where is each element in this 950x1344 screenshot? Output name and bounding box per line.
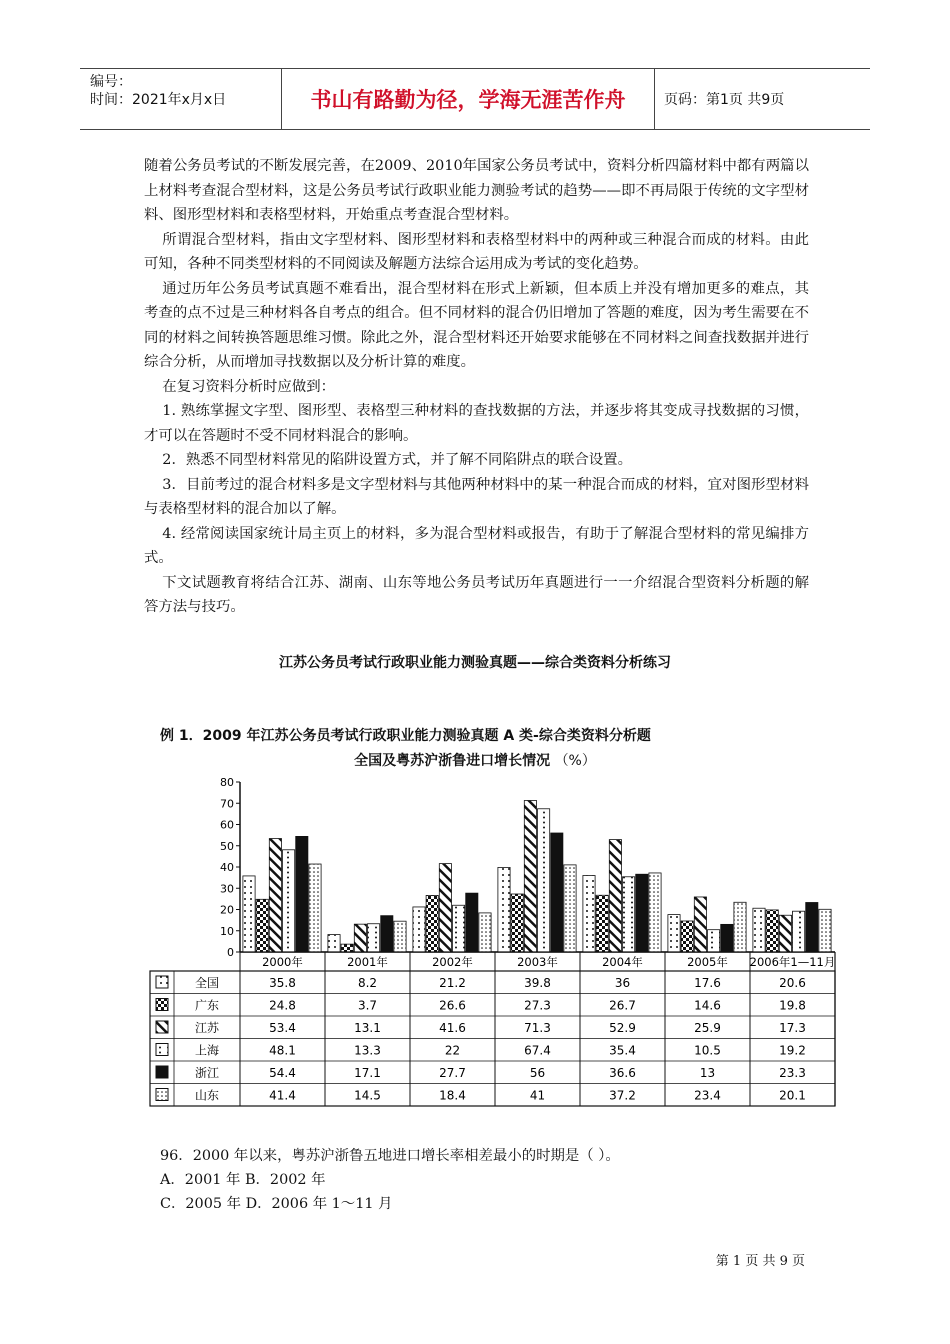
data-label: 24.8 bbox=[269, 998, 296, 1013]
paragraph: 所谓混合型材料，指由文字型材料、图形型材料和表格型材料中的两种或三种混合而成的材料。由此可知，各种不同类型材料的不同阅读及解题方法综合运用成为考试的变化趋势。 bbox=[144, 231, 809, 272]
data-label: 14.6 bbox=[694, 998, 721, 1013]
question-options: C．2005 年 D．2006 年 1～11 月 bbox=[160, 1196, 393, 1212]
paragraph: 通过历年公务员考试真题不难看出，混合型材料在形式上新颖，但本质上并没有增加更多的难点，其考查的点不过是三种材料各自考点的组合。但不同材料的混合仍旧增加了答题的难度，因为考生需要在不同的材料之间转换答题思维习惯。除此之外，混合型材料还开始要求能够在不同材料之间查找数据并进行综合分析，从而增加寻找数据以及分析计算的难度。 bbox=[144, 280, 809, 370]
chart-caption bbox=[0, 750, 950, 770]
data-label: 35.4 bbox=[609, 1043, 636, 1058]
y-tick-label: 30 bbox=[220, 882, 234, 896]
legend-swatch-全国 bbox=[156, 976, 168, 988]
data-label: 20.1 bbox=[779, 1088, 806, 1103]
x-category-label: 2004年 bbox=[602, 955, 643, 969]
data-label: 71.3 bbox=[524, 1021, 551, 1035]
data-label: 27.7 bbox=[439, 1066, 466, 1080]
y-tick-label: 60 bbox=[220, 818, 234, 832]
bar-广东 bbox=[681, 921, 693, 952]
bar-山东 bbox=[479, 913, 491, 952]
paragraph: 随着公务员考试的不断发展完善，在2009、2010年国家公务员考试中，资料分析四篇材料中都有两篇以上材料考查混合型材料，这是公务员考试行政职业能力测验考试的趋势——即不再局限于传统的文字型材料、图形型材料和表格型材料，开始重点考查混合型材料。 bbox=[144, 158, 809, 223]
data-label: 53.4 bbox=[269, 1021, 296, 1035]
paragraph: 4. 经常阅读国家统计局主页上的材料，多为混合型材料或报告，有助于了解混合型材料的常见编排方式。 bbox=[144, 525, 809, 566]
data-label: 17.6 bbox=[694, 976, 721, 990]
number-label: 编号： bbox=[90, 74, 132, 90]
bar-江苏 bbox=[524, 800, 536, 952]
y-tick-label: 10 bbox=[220, 924, 234, 938]
data-label: 17.3 bbox=[779, 1021, 806, 1035]
data-label: 27.3 bbox=[524, 998, 551, 1013]
bar-江苏 bbox=[354, 924, 366, 952]
bar-全国 bbox=[498, 867, 510, 952]
bar-广东 bbox=[511, 894, 523, 952]
bar-江苏 bbox=[779, 915, 791, 952]
x-category-label: 2000年 bbox=[262, 955, 303, 969]
paragraph: 1. 熟练掌握文字型、图形型、表格型三种材料的查找数据的方法，并逐步将其变成寻找数据的习惯，才可以在答题时不受不同材料混合的影响。 bbox=[144, 403, 809, 444]
bar-山东 bbox=[649, 873, 661, 952]
data-label: 41 bbox=[529, 1088, 546, 1103]
data-label: 52.9 bbox=[609, 1021, 636, 1035]
page-footer: 第 1 页 共 9 页 bbox=[715, 1254, 805, 1269]
page-header bbox=[80, 68, 870, 130]
bar-江苏 bbox=[269, 839, 281, 952]
bar-江苏 bbox=[439, 864, 451, 952]
x-category-label: 2002年 bbox=[432, 955, 473, 969]
bar-全国 bbox=[328, 935, 340, 952]
bar-广东 bbox=[426, 895, 438, 952]
legend-swatch-山东 bbox=[156, 1089, 168, 1101]
data-label: 3.7 bbox=[357, 998, 378, 1013]
question-options: A．2001 年 B．2002 年 bbox=[160, 1172, 326, 1188]
data-label: 21.2 bbox=[439, 976, 466, 990]
bar-上海 bbox=[708, 930, 720, 952]
data-label: 39.8 bbox=[524, 976, 551, 990]
bar-上海 bbox=[793, 911, 805, 952]
data-label: 41.4 bbox=[269, 1088, 296, 1103]
bar-全国 bbox=[668, 915, 680, 952]
bar-全国 bbox=[243, 876, 255, 952]
bar-江苏 bbox=[609, 840, 621, 952]
data-label: 41.6 bbox=[439, 1021, 466, 1035]
data-label: 19.8 bbox=[779, 998, 806, 1013]
legend-swatch-上海 bbox=[156, 1044, 168, 1056]
bar-山东 bbox=[309, 864, 321, 952]
data-label: 36.6 bbox=[609, 1066, 636, 1080]
data-label: 13.3 bbox=[354, 1043, 381, 1058]
bar-浙江 bbox=[636, 874, 648, 952]
legend-label: 浙江 bbox=[194, 1066, 220, 1080]
bar-浙江 bbox=[381, 916, 393, 952]
date-label: 时间：2021年x月x日 bbox=[90, 92, 227, 108]
section-title: 江苏公务员考试行政职业能力测验真题——综合类资料分析练习 bbox=[279, 655, 671, 671]
example-title: 例 1．2009 年江苏公务员考试行政职业能力测验真题 A 类-综合类资料分析题 bbox=[160, 728, 651, 744]
data-label: 23.4 bbox=[694, 1088, 721, 1103]
paragraph: 在复习资料分析时应做到： bbox=[162, 378, 335, 395]
legend-label: 山东 bbox=[194, 1088, 220, 1103]
data-label: 14.5 bbox=[354, 1088, 381, 1103]
question-stem: 96．2000 年以来，粤苏沪浙鲁五地进口增长率相差最小的时期是（ ）。 bbox=[160, 1148, 620, 1164]
data-label: 67.4 bbox=[524, 1043, 551, 1058]
data-label: 48.1 bbox=[269, 1043, 296, 1058]
y-tick-label: 40 bbox=[220, 861, 234, 874]
bar-山东 bbox=[734, 902, 746, 952]
data-label: 17.1 bbox=[354, 1066, 381, 1080]
bar-浙江 bbox=[806, 902, 818, 952]
bar-上海 bbox=[283, 850, 295, 952]
y-tick-label: 70 bbox=[220, 797, 234, 811]
data-label: 20.6 bbox=[779, 976, 806, 990]
legend-label: 江苏 bbox=[194, 1021, 220, 1035]
x-category-label: 2006年1—11月 bbox=[749, 955, 836, 969]
bar-上海 bbox=[453, 905, 465, 952]
header-page-label: 页码：第1页 共9页 bbox=[664, 92, 785, 108]
data-label: 19.2 bbox=[779, 1043, 806, 1058]
data-label: 22 bbox=[444, 1043, 461, 1058]
legend-swatch-广东 bbox=[156, 999, 168, 1011]
data-label: 37.2 bbox=[609, 1088, 636, 1103]
data-label: 36 bbox=[614, 976, 631, 990]
bar-山东 bbox=[564, 865, 576, 952]
data-label: 54.4 bbox=[269, 1066, 296, 1080]
data-label: 8.2 bbox=[357, 976, 378, 990]
y-tick-label: 50 bbox=[220, 839, 234, 853]
data-label: 13 bbox=[699, 1066, 716, 1080]
x-category-label: 2005年 bbox=[687, 955, 728, 969]
paragraph: 2．熟悉不同型材料常见的陷阱设置方式，并了解不同陷阱点的联合设置。 bbox=[162, 452, 632, 468]
y-tick-label: 80 bbox=[220, 776, 234, 789]
data-label: 26.6 bbox=[439, 998, 466, 1013]
bar-全国 bbox=[753, 908, 765, 952]
data-label: 56 bbox=[529, 1066, 546, 1080]
legend-swatch-江苏 bbox=[156, 1021, 168, 1033]
bar-全国 bbox=[583, 876, 595, 953]
bar-广东 bbox=[341, 944, 353, 952]
chart-title: 全国及粤苏沪浙鲁进口增长情况 bbox=[354, 753, 551, 769]
bar-广东 bbox=[256, 899, 268, 952]
header-motto: 书山有路勤为径，学海无涯苦作舟 bbox=[281, 69, 655, 129]
bar-浙江 bbox=[721, 924, 733, 952]
bar-江苏 bbox=[694, 897, 706, 952]
legend-label: 全国 bbox=[194, 976, 220, 990]
legend-swatch-浙江 bbox=[156, 1066, 168, 1078]
x-category-label: 2001年 bbox=[347, 955, 388, 969]
bar-广东 bbox=[766, 910, 778, 952]
bar-上海 bbox=[368, 924, 380, 952]
bar-浙江 bbox=[466, 893, 478, 952]
bar-广东 bbox=[596, 895, 608, 952]
paragraph: 3．目前考过的混合材料多是文字型材料与其他两种材料中的某一种混合而成的材料，宜对图形型材料与表格型材料的混合加以了解。 bbox=[144, 476, 809, 517]
bar-浙江 bbox=[296, 836, 308, 952]
bar-山东 bbox=[819, 909, 831, 952]
data-label: 26.7 bbox=[609, 998, 636, 1013]
paragraph: 下文试题教育将结合江苏、湖南、山东等地公务员考试历年真题进行一一介绍混合型资料分析题的解答方法与技巧。 bbox=[144, 574, 809, 615]
y-tick-label: 0 bbox=[227, 946, 234, 959]
chart-unit: （%） bbox=[554, 753, 596, 769]
bar-全国 bbox=[413, 907, 425, 952]
bar-上海 bbox=[538, 809, 550, 952]
y-tick-label: 20 bbox=[220, 903, 234, 917]
bar-chart bbox=[140, 770, 840, 1112]
question-block bbox=[160, 1144, 620, 1216]
data-label: 13.1 bbox=[354, 1021, 381, 1035]
bar-上海 bbox=[623, 877, 635, 952]
data-label: 25.9 bbox=[694, 1021, 721, 1035]
data-label: 23.3 bbox=[779, 1066, 806, 1080]
bar-浙江 bbox=[551, 833, 563, 952]
body-text bbox=[144, 154, 809, 620]
x-category-label: 2003年 bbox=[517, 955, 558, 969]
header-meta bbox=[80, 69, 280, 129]
data-label: 10.5 bbox=[694, 1043, 721, 1058]
legend-label: 上海 bbox=[194, 1043, 220, 1058]
data-label: 18.4 bbox=[439, 1088, 466, 1103]
data-label: 35.8 bbox=[269, 976, 296, 990]
legend-label: 广东 bbox=[194, 998, 220, 1013]
bar-山东 bbox=[394, 921, 406, 952]
